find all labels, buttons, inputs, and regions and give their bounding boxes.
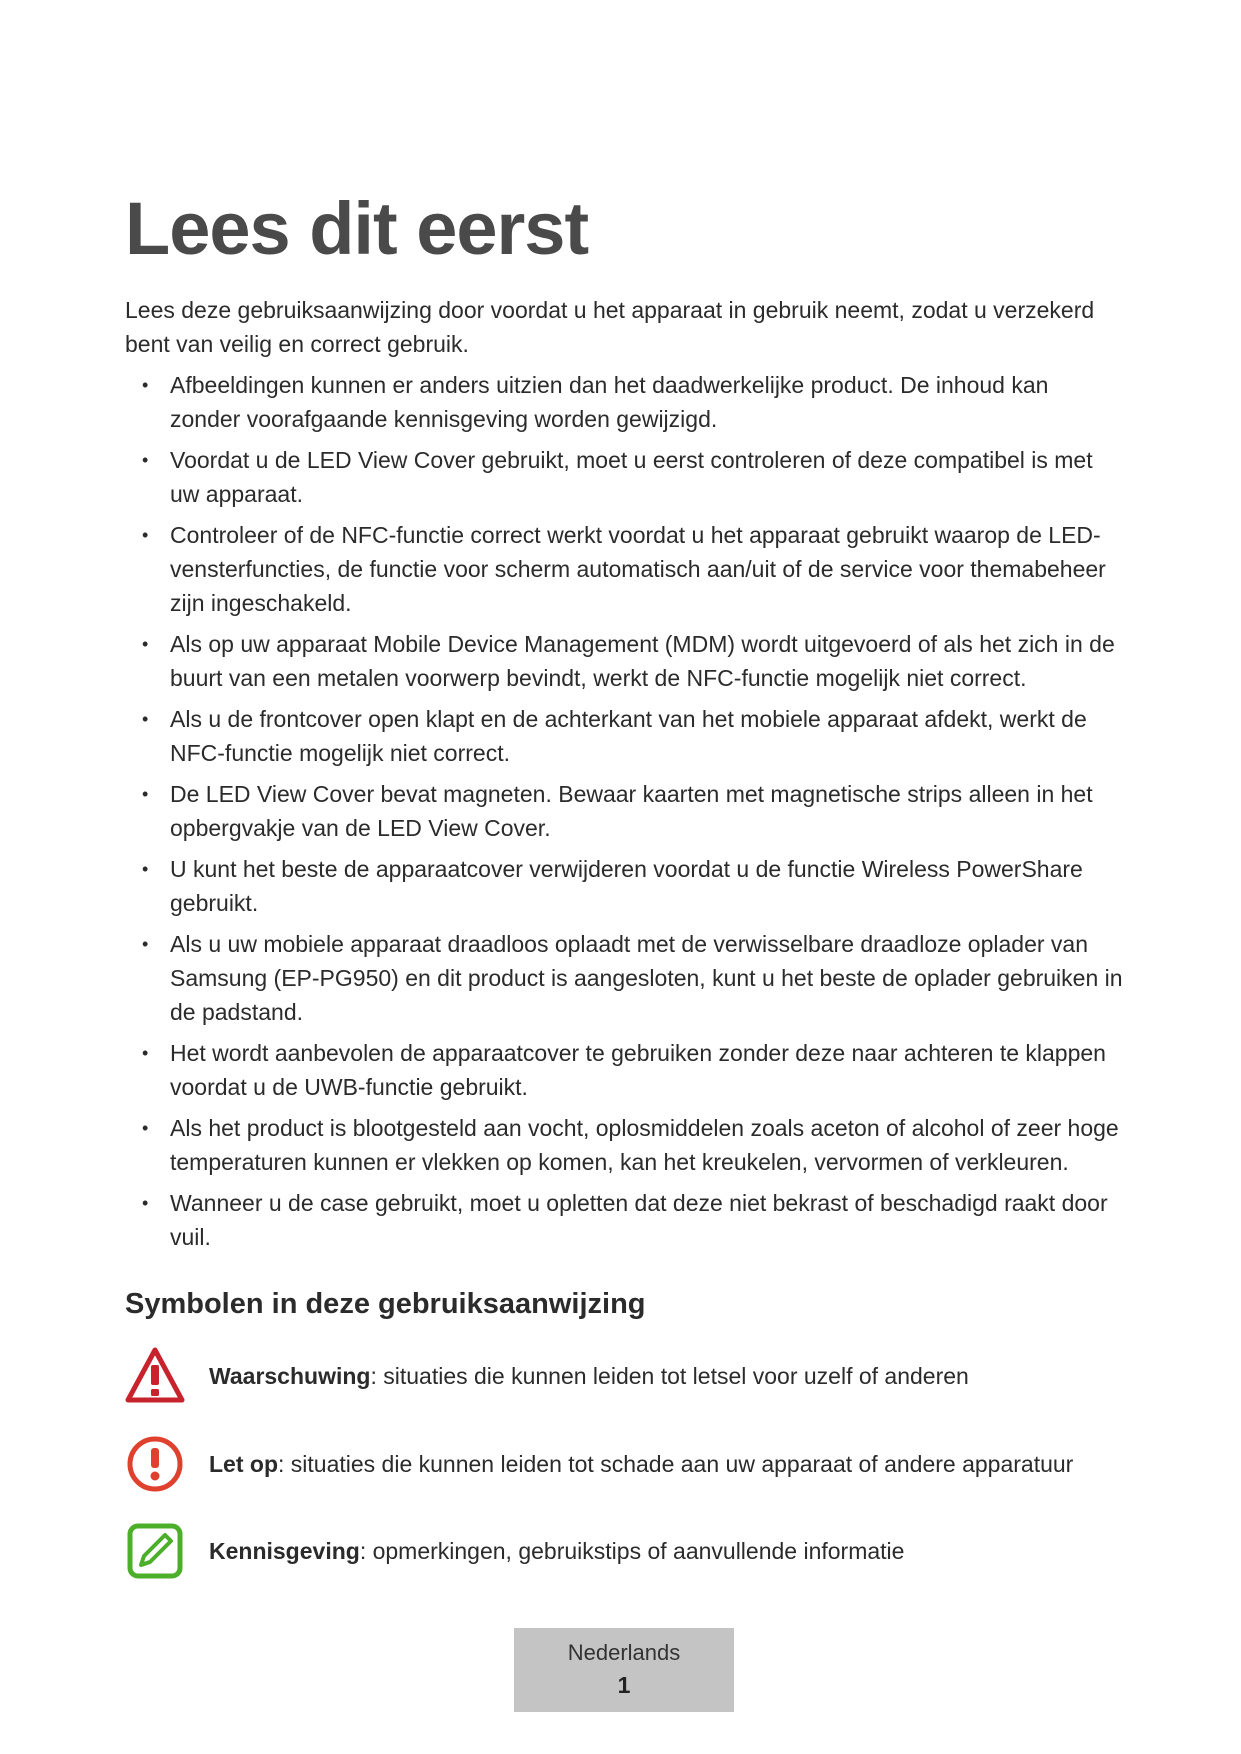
list-item-text: De LED View Cover bevat magneten. Bewaar kaarten met magnetische strips alleen in het opbergvakje van de LED View Cover.	[170, 781, 1093, 841]
list-item-text: Als u de frontcover open klapt en de achterkant van het mobiele apparaat afdekt, werkt de NFC-functie mogelijk niet correct.	[170, 706, 1087, 766]
symbol-description: : situaties die kunnen leiden tot schade aan uw apparaat of andere apparatuur	[278, 1451, 1074, 1477]
list-item-text: Wanneer u de case gebruikt, moet u opletten dat deze niet bekrast of beschadigd raakt door vuil.	[170, 1190, 1108, 1250]
list-item	[125, 1036, 1125, 1104]
list-item-text: U kunt het beste de apparaatcover verwijderen voordat u de functie Wireless PowerShare gebruikt.	[170, 856, 1083, 916]
note-pencil-icon	[125, 1521, 185, 1581]
symbol-row-warning	[125, 1346, 1125, 1406]
list-item	[125, 443, 1125, 511]
list-item	[125, 627, 1125, 695]
page-footer	[514, 1628, 734, 1712]
list-item-text: Controleer of de NFC-functie correct werkt voordat u het apparaat gebruikt waarop de LED-vensterfuncties, de functie voor scherm automatisch aan/uit of de service voor themabeheer zijn ingeschakeld.	[170, 522, 1106, 616]
list-item-text: Als het product is blootgesteld aan vocht, oplosmiddelen zoals aceton of alcohol of zeer hoge temperaturen kunnen er vlekken op komen, kan het kreukelen, vervormen of verkleuren.	[170, 1115, 1119, 1175]
bullet-glyph: •	[142, 375, 149, 395]
bullet-glyph: •	[142, 525, 149, 545]
footer-language: Nederlands	[567, 1640, 681, 1665]
list-item	[125, 852, 1125, 920]
list-item-text: Afbeeldingen kunnen er anders uitzien dan het daadwerkelijke product. De inhoud kan zonder voorafgaande kennisgeving worden gewijzigd.	[170, 372, 1049, 432]
page-number: 1	[617, 1672, 631, 1698]
symbol-description: : opmerkingen, gebruikstips of aanvullende informatie	[359, 1538, 905, 1564]
bullet-glyph: •	[142, 1118, 149, 1138]
bullet-glyph: •	[142, 784, 149, 804]
list-item	[125, 368, 1125, 436]
symbols-heading: Symbolen in deze gebruiksaanwijzing	[125, 1288, 646, 1320]
list-item	[125, 927, 1125, 1029]
bullet-glyph: •	[142, 934, 149, 954]
bullet-glyph: •	[142, 859, 149, 879]
symbol-label: Waarschuwing	[209, 1363, 371, 1389]
symbol-label: Kennisgeving	[209, 1538, 360, 1564]
warning-triangle-icon	[125, 1346, 185, 1406]
symbol-row-caution	[125, 1434, 1125, 1494]
bullet-glyph: •	[142, 1193, 149, 1213]
list-item-text: Het wordt aanbevolen de apparaatcover te gebruiken zonder deze naar achteren te klappen voordat u de UWB-functie gebruikt.	[170, 1040, 1106, 1100]
intro-paragraph: Lees deze gebruiksaanwijzing door voordat u het apparaat in gebruik neemt, zodat u verzekerd bent van veilig en correct gebruik.	[125, 297, 1095, 357]
list-item	[125, 777, 1125, 845]
symbol-label: Let op	[209, 1451, 278, 1477]
bullet-list	[125, 368, 1125, 1261]
page-title: Lees dit eerst	[125, 187, 589, 270]
list-item	[125, 1186, 1125, 1254]
list-item	[125, 702, 1125, 770]
symbol-description: : situaties die kunnen leiden tot letsel voor uzelf of anderen	[370, 1363, 969, 1389]
list-item-text: Als op uw apparaat Mobile Device Management (MDM) wordt uitgevoerd of als het zich in de buurt van een metalen voorwerp bevindt, werkt de NFC-functie mogelijk niet correct.	[170, 631, 1115, 691]
list-item-text: Als u uw mobiele apparaat draadloos oplaadt met de verwisselbare draadloze oplader van Samsung (EP-PG950) en dit product is aangesloten, kunt u het beste de oplader gebruiken in de padstand.	[170, 931, 1123, 1025]
caution-circle-icon	[125, 1434, 185, 1494]
bullet-glyph: •	[142, 709, 149, 729]
list-item-text: Voordat u de LED View Cover gebruikt, moet u eerst controleren of deze compatibel is met uw apparaat.	[170, 447, 1093, 507]
list-item	[125, 518, 1125, 620]
bullet-glyph: •	[142, 634, 149, 654]
bullet-glyph: •	[142, 450, 149, 470]
symbol-row-note	[125, 1521, 1125, 1581]
bullet-glyph: •	[142, 1043, 149, 1063]
list-item	[125, 1111, 1125, 1179]
